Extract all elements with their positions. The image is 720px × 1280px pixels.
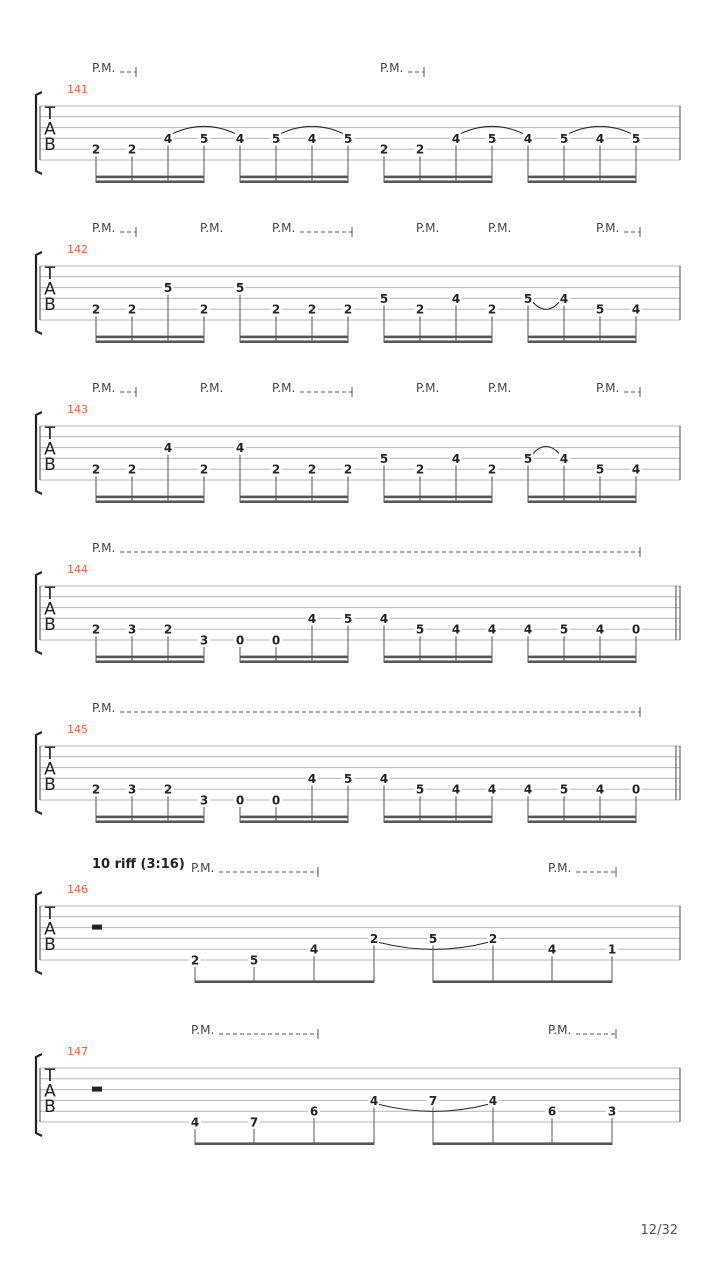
beam [96, 660, 204, 663]
beam [384, 496, 492, 499]
fret-number: 5 [428, 931, 438, 946]
beam [528, 660, 636, 663]
fret-number: 5 [249, 953, 259, 968]
fret-number: 0 [271, 793, 281, 808]
fret-number: 5 [163, 281, 173, 296]
fret-number: 2 [379, 142, 389, 157]
fret-number: 2 [199, 302, 209, 317]
fret-number: 4 [595, 131, 605, 146]
palm-mute-label: P.M. [596, 221, 620, 235]
fret-number: 2 [91, 622, 101, 637]
beam [528, 500, 636, 503]
fret-number: 6 [309, 1104, 319, 1119]
fret-number: 0 [235, 633, 245, 648]
fret-number: 4 [163, 441, 173, 456]
beam [240, 820, 348, 823]
fret-number: 5 [343, 131, 353, 146]
beam [528, 656, 636, 659]
beam [96, 496, 204, 499]
tab-clef-b: B [44, 615, 56, 636]
tab-clef-a: A [44, 119, 56, 140]
section-label: 10 riff (3:16) [92, 857, 185, 872]
palm-mute-label: P.M. [200, 381, 224, 395]
beam [384, 500, 492, 503]
beam [528, 816, 636, 819]
tab-system [36, 61, 680, 183]
system-bracket [36, 892, 42, 974]
beam [240, 340, 348, 343]
tab-system [36, 541, 680, 663]
tab-clef-t: T [44, 263, 56, 284]
fret-number: 4 [307, 771, 317, 786]
fret-number: 3 [607, 1104, 617, 1119]
fret-number: 2 [91, 302, 101, 317]
fret-number: 2 [163, 782, 173, 797]
fret-number: 4 [190, 1115, 200, 1130]
fret-number: 4 [559, 291, 569, 306]
fret-number: 5 [343, 771, 353, 786]
tab-clef-t: T [44, 743, 56, 764]
palm-mute-label: P.M. [92, 541, 116, 555]
beam [384, 336, 492, 339]
fret-number: 2 [91, 782, 101, 797]
fret-number: 5 [523, 451, 533, 466]
fret-number: 7 [428, 1093, 438, 1108]
fret-number: 4 [451, 622, 461, 637]
beam [96, 340, 204, 343]
fret-number: 7 [249, 1115, 259, 1130]
beam [528, 180, 636, 183]
beam [96, 656, 204, 659]
palm-mute-label: P.M. [92, 61, 116, 75]
system-bracket [36, 1054, 42, 1136]
fret-number: 4 [488, 1093, 498, 1108]
palm-mute-label: P.M. [200, 221, 224, 235]
beam [528, 496, 636, 499]
fret-number: 5 [235, 281, 245, 296]
tab-system [36, 701, 680, 823]
slur [533, 302, 559, 309]
beam [384, 660, 492, 663]
tab-clef-a: A [44, 919, 56, 940]
fret-number: 2 [415, 142, 425, 157]
fret-number: 0 [631, 782, 641, 797]
tab-system [36, 221, 680, 343]
fret-number: 5 [343, 611, 353, 626]
fret-number: 4 [523, 782, 533, 797]
fret-number: 5 [415, 782, 425, 797]
fret-number: 6 [547, 1104, 557, 1119]
tab-clef-b: B [44, 295, 56, 316]
fret-number: 4 [235, 131, 245, 146]
measure-number: 144 [67, 563, 88, 576]
tab-clef-b: B [44, 135, 56, 156]
fret-number: 5 [559, 782, 569, 797]
fret-number: 4 [523, 131, 533, 146]
palm-mute-label: P.M. [380, 61, 404, 75]
beam [240, 176, 348, 179]
fret-number: 2 [91, 142, 101, 157]
tab-clef-a: A [44, 279, 56, 300]
fret-number: 5 [415, 622, 425, 637]
beam [384, 176, 492, 179]
fret-number: 4 [309, 942, 319, 957]
system-bracket [36, 252, 42, 334]
fret-number: 4 [487, 622, 497, 637]
measure-number: 147 [67, 1045, 88, 1058]
fret-number: 5 [487, 131, 497, 146]
fret-number: 4 [523, 622, 533, 637]
measure-number: 142 [67, 243, 88, 256]
palm-mute-label: P.M. [488, 381, 512, 395]
fret-number: 2 [271, 462, 281, 477]
system-bracket [36, 572, 42, 654]
beam [240, 336, 348, 339]
fret-number: 5 [631, 131, 641, 146]
measure-number: 145 [67, 723, 88, 736]
beam [240, 496, 348, 499]
tab-clef-b: B [44, 935, 56, 956]
fret-number: 5 [523, 291, 533, 306]
beam [96, 816, 204, 819]
tab-clef-b: B [44, 775, 56, 796]
fret-number: 4 [595, 622, 605, 637]
palm-mute-label: P.M. [191, 861, 215, 875]
beam [240, 180, 348, 183]
fret-number: 4 [487, 782, 497, 797]
beam [384, 180, 492, 183]
fret-number: 4 [451, 291, 461, 306]
fret-number: 2 [127, 462, 137, 477]
fret-number: 2 [199, 462, 209, 477]
fret-number: 2 [343, 462, 353, 477]
fret-number: 3 [199, 633, 209, 648]
fret-number: 2 [487, 302, 497, 317]
beam [528, 176, 636, 179]
tab-clef-a: A [44, 759, 56, 780]
tab-clef-a: A [44, 599, 56, 620]
tab-clef-b: B [44, 1097, 56, 1118]
measure-number: 146 [67, 883, 88, 896]
fret-number: 5 [595, 462, 605, 477]
fret-number: 2 [127, 142, 137, 157]
palm-mute-label: P.M. [416, 221, 440, 235]
fret-number: 5 [559, 622, 569, 637]
tab-clef-a: A [44, 439, 56, 460]
fret-number: 4 [451, 782, 461, 797]
beam [240, 816, 348, 819]
fret-number: 2 [488, 931, 498, 946]
fret-number: 0 [631, 622, 641, 637]
fret-number: 2 [415, 302, 425, 317]
beam [433, 1142, 612, 1145]
tab-system [36, 857, 680, 983]
system-bracket [36, 92, 42, 174]
palm-mute-label: P.M. [548, 861, 572, 875]
tab-clef-t: T [44, 103, 56, 124]
fret-number: 4 [235, 441, 245, 456]
half-rest [92, 1087, 102, 1092]
system-bracket [36, 732, 42, 814]
beam [384, 656, 492, 659]
beam [384, 816, 492, 819]
beam [528, 820, 636, 823]
palm-mute-label: P.M. [272, 381, 296, 395]
fret-number: 4 [559, 451, 569, 466]
fret-number: 4 [379, 771, 389, 786]
fret-number: 5 [559, 131, 569, 146]
beam [96, 336, 204, 339]
fret-number: 2 [127, 302, 137, 317]
fret-number: 2 [271, 302, 281, 317]
beam [384, 820, 492, 823]
fret-number: 4 [451, 131, 461, 146]
fret-number: 4 [163, 131, 173, 146]
beam [96, 820, 204, 823]
palm-mute-label: P.M. [596, 381, 620, 395]
beam [96, 500, 204, 503]
tab-clef-t: T [44, 423, 56, 444]
beam [240, 660, 348, 663]
beam [195, 980, 374, 983]
fret-number: 5 [199, 131, 209, 146]
fret-number: 3 [199, 793, 209, 808]
tab-clef-t: T [44, 903, 56, 924]
fret-number: 2 [343, 302, 353, 317]
palm-mute-label: P.M. [416, 381, 440, 395]
palm-mute-label: P.M. [272, 221, 296, 235]
beam [433, 980, 612, 983]
fret-number: 2 [307, 302, 317, 317]
measure-number: 141 [67, 83, 88, 96]
fret-number: 4 [595, 782, 605, 797]
fret-number: 4 [631, 462, 641, 477]
fret-number: 2 [415, 462, 425, 477]
fret-number: 2 [307, 462, 317, 477]
fret-number: 2 [163, 622, 173, 637]
half-rest [92, 925, 102, 930]
tab-system [36, 1023, 680, 1145]
measure-number: 143 [67, 403, 88, 416]
beam [528, 336, 636, 339]
fret-number: 5 [271, 131, 281, 146]
palm-mute-label: P.M. [92, 381, 116, 395]
fret-number: 4 [369, 1093, 379, 1108]
fret-number: 4 [307, 611, 317, 626]
beam [528, 340, 636, 343]
beam [96, 180, 204, 183]
beam [240, 500, 348, 503]
fret-number: 5 [379, 291, 389, 306]
tab-clef-t: T [44, 583, 56, 604]
beam [195, 1142, 374, 1145]
page-number: 12/32 [640, 1223, 678, 1238]
palm-mute-label: P.M. [191, 1023, 215, 1037]
fret-number: 5 [595, 302, 605, 317]
palm-mute-label: P.M. [92, 221, 116, 235]
fret-number: 4 [547, 942, 557, 957]
tab-clef-a: A [44, 1081, 56, 1102]
fret-number: 2 [369, 931, 379, 946]
fret-number: 2 [190, 953, 200, 968]
fret-number: 2 [91, 462, 101, 477]
system-bracket [36, 412, 42, 494]
palm-mute-label: P.M. [92, 701, 116, 715]
palm-mute-label: P.M. [488, 221, 512, 235]
fret-number: 4 [451, 451, 461, 466]
fret-number: 4 [379, 611, 389, 626]
beam [240, 656, 348, 659]
tab-clef-b: B [44, 455, 56, 476]
fret-number: 4 [307, 131, 317, 146]
fret-number: 4 [631, 302, 641, 317]
fret-number: 5 [379, 451, 389, 466]
tab-clef-t: T [44, 1065, 56, 1086]
fret-number: 0 [271, 633, 281, 648]
fret-number: 2 [487, 462, 497, 477]
beam [96, 176, 204, 179]
fret-number: 3 [127, 782, 137, 797]
fret-number: 3 [127, 622, 137, 637]
beam [384, 340, 492, 343]
fret-number: 1 [607, 942, 617, 957]
tab-system [36, 381, 680, 503]
palm-mute-label: P.M. [548, 1023, 572, 1037]
fret-number: 0 [235, 793, 245, 808]
